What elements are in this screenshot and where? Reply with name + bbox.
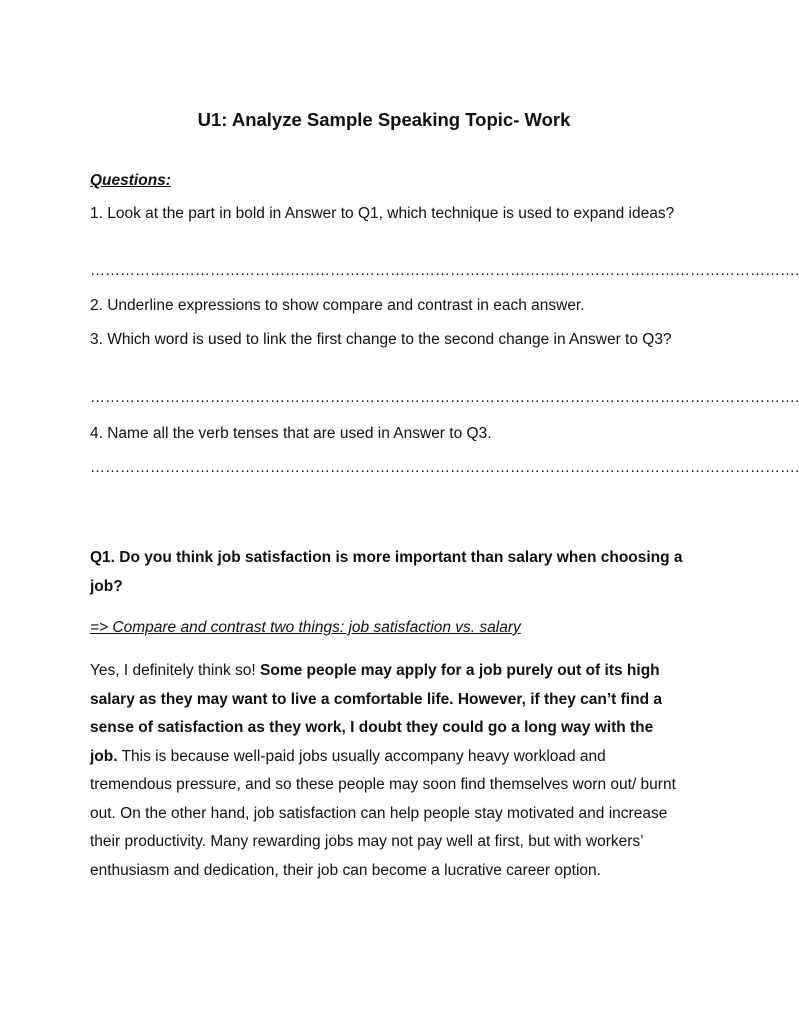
question-1: 1. Look at the part in bold in Answer to Q1, which technique is used to expand ideas? bbox=[90, 205, 675, 222]
answer-intro: Yes, I definitely think so! bbox=[90, 662, 261, 679]
sample-question-heading: Q1. Do you think job satisfaction is more important than salary when choosing a job? bbox=[90, 549, 683, 595]
answer-bold-part: Some people may apply for a job purely out of its high salary as they may want to live a comfortable life. However, if they can’t find a sense of satisfaction as they work, I doubt they could go a long way with the job. bbox=[90, 662, 662, 765]
technique-note: => Compare and contrast two things: job satisfaction vs. salary bbox=[90, 619, 521, 636]
answer-line-1: ……………………………………………………………………………………………………………………………. bbox=[90, 262, 799, 279]
question-3: 3. Which word is used to link the first change to the second change in Answer to Q3? bbox=[90, 331, 672, 348]
question-4: 4. Name all the verb tenses that are used in Answer to Q3. bbox=[90, 425, 492, 442]
answer-rest: This is because well-paid jobs usually accompany heavy workload and tremendous pressure, and so these people may soon find themselves worn out/ burnt out. On the other hand, job satisfaction can help people stay motivated and increase their productivity. Many rewarding jobs may not pay well at first, but with workers’ enthusiasm and dedication, their job can become a lucrative career option. bbox=[90, 747, 676, 879]
page-title: U1: Analyze Sample Speaking Topic- Work bbox=[197, 109, 571, 130]
answer-line-4: ……………………………………………………………………………………………………………………………. bbox=[90, 459, 799, 476]
question-2: 2. Underline expressions to show compare and contrast in each answer. bbox=[90, 297, 585, 314]
questions-heading: Questions: bbox=[90, 172, 171, 189]
sample-answer bbox=[90, 657, 685, 885]
answer-line-3: ……………………………………………………………………………………………………………………………. bbox=[90, 389, 799, 406]
